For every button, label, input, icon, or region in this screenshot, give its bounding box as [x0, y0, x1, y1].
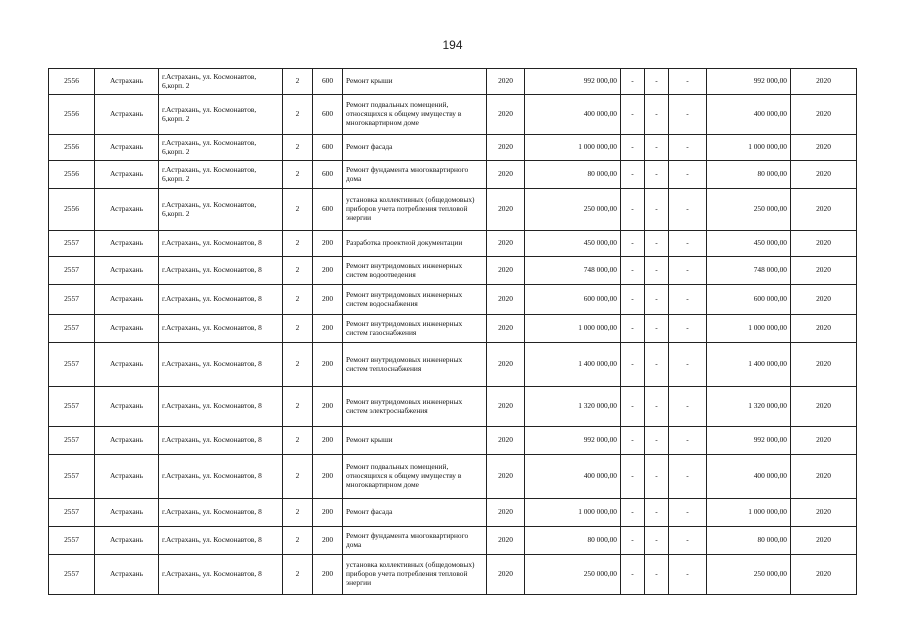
amount-cell: 80 000,00	[525, 527, 621, 555]
column-5-cell: 600	[313, 69, 343, 95]
total-cell: 450 000,00	[707, 231, 791, 257]
table-row	[49, 315, 857, 343]
city-cell: Астрахань	[95, 231, 159, 257]
work-type-cell: Ремонт внутридомовых инженерных систем теплоснабжения	[343, 343, 487, 387]
total-cell: 1 400 000,00	[707, 343, 791, 387]
address-cell: г.Астрахань, ул. Космонавтов, 6,корп. 2	[159, 95, 283, 135]
table-row	[49, 455, 857, 499]
house-id-cell: 2556	[49, 189, 95, 231]
house-id-cell: 2557	[49, 499, 95, 527]
amount-cell: 450 000,00	[525, 231, 621, 257]
work-type-cell: Ремонт фасада	[343, 135, 487, 161]
dash-cell: -	[621, 189, 645, 231]
amount-cell: 992 000,00	[525, 69, 621, 95]
amount-cell: 600 000,00	[525, 285, 621, 315]
column-4-cell: 2	[283, 135, 313, 161]
table-row	[49, 285, 857, 315]
total-cell: 600 000,00	[707, 285, 791, 315]
capital-repair-table	[48, 68, 857, 595]
house-id-cell: 2557	[49, 555, 95, 595]
dash-cell: -	[621, 231, 645, 257]
column-5-cell: 200	[313, 257, 343, 285]
address-cell: г.Астрахань, ул. Космонавтов, 8	[159, 455, 283, 499]
column-4-cell: 2	[283, 527, 313, 555]
year-cell: 2020	[487, 161, 525, 189]
column-4-cell: 2	[283, 189, 313, 231]
house-id-cell: 2557	[49, 315, 95, 343]
table-row	[49, 555, 857, 595]
house-id-cell: 2556	[49, 161, 95, 189]
dash-cell: -	[645, 499, 669, 527]
address-cell: г.Астрахань, ул. Космонавтов, 8	[159, 315, 283, 343]
page-number: 194	[442, 38, 463, 52]
dash-cell: -	[669, 499, 707, 527]
city-cell: Астрахань	[95, 555, 159, 595]
dash-cell: -	[621, 455, 645, 499]
year-cell: 2020	[487, 387, 525, 427]
amount-cell: 1 400 000,00	[525, 343, 621, 387]
dash-cell: -	[621, 527, 645, 555]
end-year-cell: 2020	[791, 555, 857, 595]
column-4-cell: 2	[283, 69, 313, 95]
table-row	[49, 499, 857, 527]
work-type-cell: Ремонт фасада	[343, 499, 487, 527]
dash-cell: -	[621, 161, 645, 189]
total-cell: 1 000 000,00	[707, 315, 791, 343]
column-5-cell: 200	[313, 455, 343, 499]
table-row	[49, 427, 857, 455]
table-body	[49, 69, 857, 595]
end-year-cell: 2020	[791, 315, 857, 343]
work-type-cell: установка коллективных (общедомовых) приборов учета потребления тепловой энергии	[343, 555, 487, 595]
end-year-cell: 2020	[791, 161, 857, 189]
city-cell: Астрахань	[95, 499, 159, 527]
dash-cell: -	[621, 555, 645, 595]
total-cell: 400 000,00	[707, 95, 791, 135]
dash-cell: -	[669, 231, 707, 257]
column-4-cell: 2	[283, 555, 313, 595]
total-cell: 1 000 000,00	[707, 499, 791, 527]
year-cell: 2020	[487, 285, 525, 315]
end-year-cell: 2020	[791, 499, 857, 527]
column-5-cell: 200	[313, 231, 343, 257]
amount-cell: 1 320 000,00	[525, 387, 621, 427]
end-year-cell: 2020	[791, 189, 857, 231]
year-cell: 2020	[487, 135, 525, 161]
city-cell: Астрахань	[95, 189, 159, 231]
end-year-cell: 2020	[791, 527, 857, 555]
amount-cell: 1 000 000,00	[525, 499, 621, 527]
column-4-cell: 2	[283, 387, 313, 427]
house-id-cell: 2556	[49, 135, 95, 161]
house-id-cell: 2557	[49, 427, 95, 455]
total-cell: 80 000,00	[707, 527, 791, 555]
column-4-cell: 2	[283, 427, 313, 455]
amount-cell: 748 000,00	[525, 257, 621, 285]
work-type-cell: Ремонт подвальных помещений, относящихся к общему имуществу в многоквартирном доме	[343, 455, 487, 499]
total-cell: 1 320 000,00	[707, 387, 791, 427]
table-row	[49, 231, 857, 257]
dash-cell: -	[645, 427, 669, 455]
house-id-cell: 2557	[49, 343, 95, 387]
table-row	[49, 257, 857, 285]
address-cell: г.Астрахань, ул. Космонавтов, 8	[159, 387, 283, 427]
amount-cell: 250 000,00	[525, 555, 621, 595]
address-cell: г.Астрахань, ул. Космонавтов, 6,корп. 2	[159, 69, 283, 95]
address-cell: г.Астрахань, ул. Космонавтов, 6,корп. 2	[159, 135, 283, 161]
city-cell: Астрахань	[95, 527, 159, 555]
city-cell: Астрахань	[95, 285, 159, 315]
city-cell: Астрахань	[95, 257, 159, 285]
table-row	[49, 161, 857, 189]
total-cell: 250 000,00	[707, 189, 791, 231]
dash-cell: -	[621, 95, 645, 135]
amount-cell: 1 000 000,00	[525, 135, 621, 161]
dash-cell: -	[669, 69, 707, 95]
address-cell: г.Астрахань, ул. Космонавтов, 6,корп. 2	[159, 189, 283, 231]
work-type-cell: Ремонт внутридомовых инженерных систем газоснабжения	[343, 315, 487, 343]
dash-cell: -	[645, 343, 669, 387]
column-5-cell: 200	[313, 285, 343, 315]
column-4-cell: 2	[283, 257, 313, 285]
table-row	[49, 343, 857, 387]
dash-cell: -	[645, 231, 669, 257]
dash-cell: -	[621, 499, 645, 527]
year-cell: 2020	[487, 257, 525, 285]
dash-cell: -	[669, 427, 707, 455]
column-5-cell: 200	[313, 315, 343, 343]
total-cell: 400 000,00	[707, 455, 791, 499]
amount-cell: 992 000,00	[525, 427, 621, 455]
table-row	[49, 189, 857, 231]
work-type-cell: Ремонт внутридомовых инженерных систем водоснабжения	[343, 285, 487, 315]
dash-cell: -	[645, 387, 669, 427]
dash-cell: -	[621, 343, 645, 387]
dash-cell: -	[669, 343, 707, 387]
table-row	[49, 69, 857, 95]
total-cell: 1 000 000,00	[707, 135, 791, 161]
house-id-cell: 2557	[49, 285, 95, 315]
year-cell: 2020	[487, 455, 525, 499]
year-cell: 2020	[487, 555, 525, 595]
column-4-cell: 2	[283, 499, 313, 527]
city-cell: Астрахань	[95, 135, 159, 161]
dash-cell: -	[645, 527, 669, 555]
dash-cell: -	[669, 285, 707, 315]
house-id-cell: 2556	[49, 69, 95, 95]
year-cell: 2020	[487, 527, 525, 555]
column-5-cell: 600	[313, 95, 343, 135]
amount-cell: 250 000,00	[525, 189, 621, 231]
end-year-cell: 2020	[791, 285, 857, 315]
house-id-cell: 2557	[49, 387, 95, 427]
dash-cell: -	[645, 95, 669, 135]
work-type-cell: Ремонт внутридомовых инженерных систем водоотведения	[343, 257, 487, 285]
work-type-cell: Ремонт внутридомовых инженерных систем электроснабжения	[343, 387, 487, 427]
column-5-cell: 600	[313, 161, 343, 189]
dash-cell: -	[645, 257, 669, 285]
address-cell: г.Астрахань, ул. Космонавтов, 8	[159, 231, 283, 257]
column-5-cell: 200	[313, 527, 343, 555]
dash-cell: -	[645, 69, 669, 95]
column-4-cell: 2	[283, 455, 313, 499]
column-4-cell: 2	[283, 285, 313, 315]
table-row	[49, 95, 857, 135]
end-year-cell: 2020	[791, 257, 857, 285]
address-cell: г.Астрахань, ул. Космонавтов, 8	[159, 285, 283, 315]
column-5-cell: 200	[313, 387, 343, 427]
house-id-cell: 2557	[49, 257, 95, 285]
table-row	[49, 387, 857, 427]
address-cell: г.Астрахань, ул. Космонавтов, 8	[159, 427, 283, 455]
table-row	[49, 135, 857, 161]
column-5-cell: 600	[313, 135, 343, 161]
column-4-cell: 2	[283, 343, 313, 387]
column-4-cell: 2	[283, 315, 313, 343]
column-4-cell: 2	[283, 95, 313, 135]
amount-cell: 1 000 000,00	[525, 315, 621, 343]
total-cell: 250 000,00	[707, 555, 791, 595]
address-cell: г.Астрахань, ул. Космонавтов, 8	[159, 343, 283, 387]
end-year-cell: 2020	[791, 455, 857, 499]
end-year-cell: 2020	[791, 427, 857, 455]
city-cell: Астрахань	[95, 161, 159, 189]
dash-cell: -	[669, 455, 707, 499]
year-cell: 2020	[487, 499, 525, 527]
dash-cell: -	[621, 69, 645, 95]
amount-cell: 400 000,00	[525, 95, 621, 135]
dash-cell: -	[621, 285, 645, 315]
dash-cell: -	[645, 315, 669, 343]
dash-cell: -	[669, 189, 707, 231]
dash-cell: -	[621, 257, 645, 285]
table-row	[49, 527, 857, 555]
address-cell: г.Астрахань, ул. Космонавтов, 8	[159, 257, 283, 285]
column-5-cell: 600	[313, 189, 343, 231]
year-cell: 2020	[487, 69, 525, 95]
dash-cell: -	[621, 135, 645, 161]
dash-cell: -	[645, 555, 669, 595]
work-type-cell: установка коллективных (общедомовых) приборов учета потребления тепловой энергии	[343, 189, 487, 231]
dash-cell: -	[669, 555, 707, 595]
total-cell: 748 000,00	[707, 257, 791, 285]
work-type-cell: Разработка проектной документации	[343, 231, 487, 257]
dash-cell: -	[645, 285, 669, 315]
address-cell: г.Астрахань, ул. Космонавтов, 8	[159, 527, 283, 555]
end-year-cell: 2020	[791, 387, 857, 427]
end-year-cell: 2020	[791, 135, 857, 161]
year-cell: 2020	[487, 315, 525, 343]
city-cell: Астрахань	[95, 315, 159, 343]
column-4-cell: 2	[283, 161, 313, 189]
house-id-cell: 2557	[49, 455, 95, 499]
city-cell: Астрахань	[95, 455, 159, 499]
column-5-cell: 200	[313, 343, 343, 387]
column-5-cell: 200	[313, 427, 343, 455]
address-cell: г.Астрахань, ул. Космонавтов, 6,корп. 2	[159, 161, 283, 189]
house-id-cell: 2557	[49, 527, 95, 555]
dash-cell: -	[669, 387, 707, 427]
dash-cell: -	[645, 161, 669, 189]
column-5-cell: 200	[313, 555, 343, 595]
city-cell: Астрахань	[95, 343, 159, 387]
city-cell: Астрахань	[95, 427, 159, 455]
total-cell: 992 000,00	[707, 427, 791, 455]
dash-cell: -	[645, 189, 669, 231]
year-cell: 2020	[487, 95, 525, 135]
dash-cell: -	[645, 455, 669, 499]
dash-cell: -	[669, 527, 707, 555]
dash-cell: -	[621, 315, 645, 343]
total-cell: 80 000,00	[707, 161, 791, 189]
address-cell: г.Астрахань, ул. Космонавтов, 8	[159, 499, 283, 527]
column-4-cell: 2	[283, 231, 313, 257]
total-cell: 992 000,00	[707, 69, 791, 95]
year-cell: 2020	[487, 189, 525, 231]
dash-cell: -	[621, 387, 645, 427]
dash-cell: -	[669, 135, 707, 161]
end-year-cell: 2020	[791, 231, 857, 257]
dash-cell: -	[645, 135, 669, 161]
year-cell: 2020	[487, 427, 525, 455]
city-cell: Астрахань	[95, 387, 159, 427]
dash-cell: -	[669, 257, 707, 285]
work-type-cell: Ремонт подвальных помещений, относящихся к общему имуществу в многоквартирном доме	[343, 95, 487, 135]
dash-cell: -	[669, 315, 707, 343]
dash-cell: -	[621, 427, 645, 455]
address-cell: г.Астрахань, ул. Космонавтов, 8	[159, 555, 283, 595]
year-cell: 2020	[487, 343, 525, 387]
column-5-cell: 200	[313, 499, 343, 527]
house-id-cell: 2556	[49, 95, 95, 135]
end-year-cell: 2020	[791, 69, 857, 95]
end-year-cell: 2020	[791, 343, 857, 387]
city-cell: Астрахань	[95, 95, 159, 135]
work-type-cell: Ремонт крыши	[343, 427, 487, 455]
amount-cell: 400 000,00	[525, 455, 621, 499]
end-year-cell: 2020	[791, 95, 857, 135]
city-cell: Астрахань	[95, 69, 159, 95]
dash-cell: -	[669, 95, 707, 135]
house-id-cell: 2557	[49, 231, 95, 257]
dash-cell: -	[669, 161, 707, 189]
year-cell: 2020	[487, 231, 525, 257]
amount-cell: 80 000,00	[525, 161, 621, 189]
work-type-cell: Ремонт фундамента многоквартирного дома	[343, 161, 487, 189]
work-type-cell: Ремонт фундамента многоквартирного дома	[343, 527, 487, 555]
work-type-cell: Ремонт крыши	[343, 69, 487, 95]
